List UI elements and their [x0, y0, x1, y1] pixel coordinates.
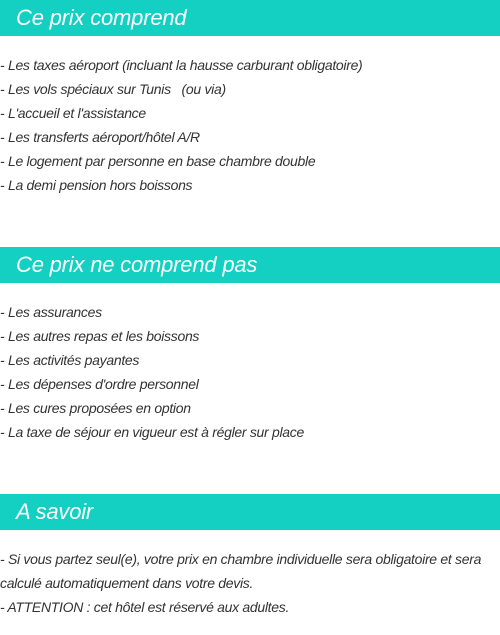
- list-item: - Les transferts aéroport/hôtel A/R: [0, 129, 200, 145]
- list-item: - Les activités payantes: [0, 352, 140, 368]
- list-item: - La taxe de séjour en vigueur est à régler sur place: [0, 424, 304, 440]
- list-item: - Le logement par personne en base chambre double: [0, 153, 316, 169]
- list-item: - Si vous partez seul(e), votre prix en chambre individuelle sera obligatoire et sera calculé automatiquement dans votre devis.: [0, 551, 482, 591]
- section-price-includes: [0, 0, 500, 197]
- section-good-to-know: [0, 494, 500, 619]
- section-price-excludes: [0, 247, 500, 444]
- good-to-know-list: [0, 547, 500, 619]
- section-title-price-includes: Ce prix comprend: [0, 0, 500, 36]
- list-item: - Les autres repas et les boissons: [0, 328, 200, 344]
- section-title-good-to-know: A savoir: [0, 494, 500, 530]
- list-item: - Les vols spéciaux sur Tunis (ou via): [0, 81, 226, 97]
- list-item: - Les cures proposées en option: [0, 400, 191, 416]
- list-item: - Les taxes aéroport (incluant la hausse carburant obligatoire): [0, 57, 363, 73]
- price-excludes-list: [0, 300, 500, 444]
- list-item: - L'accueil et l'assistance: [0, 105, 146, 121]
- list-item: - La demi pension hors boissons: [0, 177, 193, 193]
- list-item: - Les dépenses d'ordre personnel: [0, 376, 199, 392]
- list-item: - ATTENTION : cet hôtel est réservé aux adultes.: [0, 599, 290, 615]
- list-item: - Les assurances: [0, 304, 102, 320]
- price-includes-list: [0, 53, 500, 197]
- section-title-price-excludes: Ce prix ne comprend pas: [0, 247, 500, 283]
